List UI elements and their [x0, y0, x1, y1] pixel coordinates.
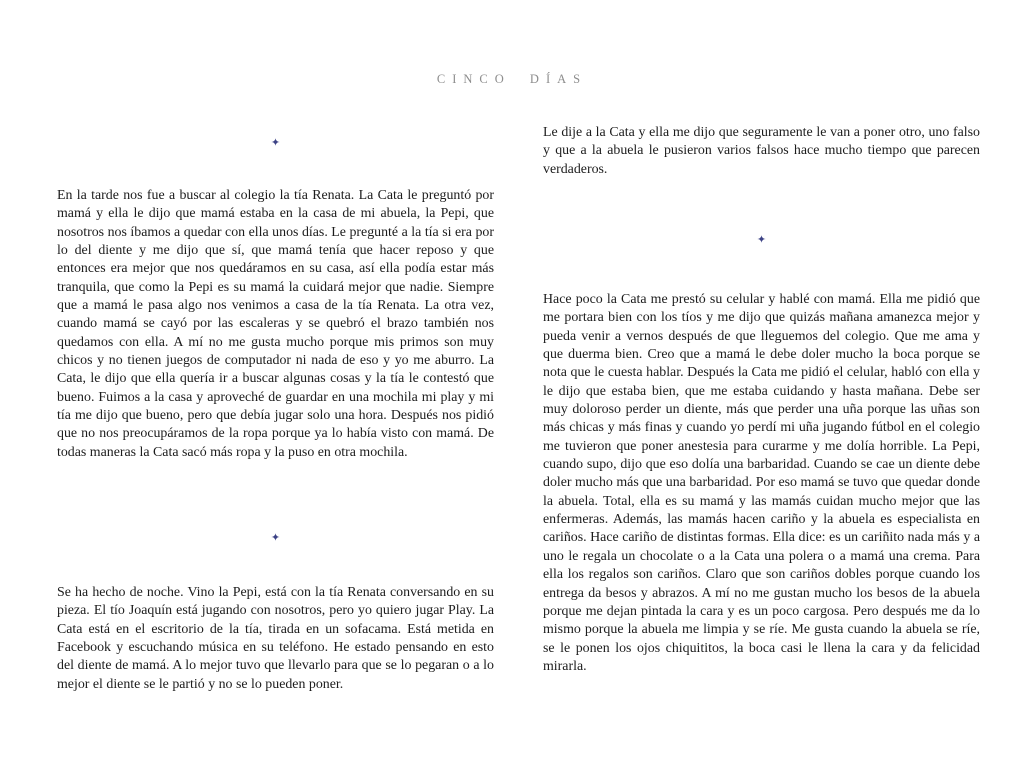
diamond-separator-icon: ✦ [270, 532, 281, 544]
paragraph: Le dije a la Cata y ella me dijo que seguramente le van a poner otro, uno falso y que a la abuela le pusieron varios falsos hace mucho tiempo que parecen verdaderos. [543, 125, 980, 177]
paragraph: Hace poco la Cata me prestó su celular y hablé con mamá. Ella me pidió que me portara bien con los tíos y me dijo que quizás mañana amanezca mejor y pueda venir a vernos después de que lleguemos del colegio. Que me ama y que duerma bien. Creo que a mamá le debe doler mucho la boca porque se nota que le cuesta hablar. Después la Cata me pidió el celular, habló con ella y le dijo que estaba bien, que me estaba cuidando y hasta mañana. Debe ser muy doloroso perder un diente, más que perder una uña porque las uñas son más chicas y más finas y cuando yo perdí mi uña jugando fútbol en el colegio me tuvieron que poner anestesia para curarme y me dolía horrible. La Pepi, cuando supo, dijo que eso dolía una barbaridad. Cuando se cae un diente debe doler mucho más que una barbaridad. Por eso mamá se tuvo que quedar donde la abuela. Total, ella es su mamá y las mamás cuidan mucho mejor que las enfermeras. Además, las mamás hacen cariño y la abuela es especialista en cariños. Hace cariño de distintas formas. Ella dice: es un cariñito nada más y a uno le regala un chocolate o a la Cata una polera o a mamá una crema. Para ella los regalos son cariños. Claro que son cariños dobles porque cuando los entrega da besos y abrazos. A mí no me gustan mucho los besos de la abuela porque me dejan pintada la cara y es un poco cargosa. Pero después me da lo mismo porque la abuela me limpia y se ríe. Me gusta cuando la abuela se ríe, se le ponen los ojos chiquititos, la boca casi le llena la cara y da felicidad mirarla. [543, 292, 980, 674]
diamond-separator-icon: ✦ [756, 234, 767, 246]
paragraph: En la tarde nos fue a buscar al colegio la tía Renata. La Cata le preguntó por mamá y ella le dijo que mamá estaba en la casa de mi abuela, la Pepi, que nosotros nos íbamos a quedar con ella unos días. Le pregunté a la tía si era por lo del diente y me dijo que sí, que mamá tenía que hacer reposo y que entonces era mejor que nos quedáramos en su casa, así ella podía estar más tranquila, que como la Pepi es su mamá la cuidará mejor que nadie. Siempre que a mamá le pasa algo nos venimos a casa de la tía Renata. La otra vez, cuando mamá se cayó por las escaleras y se quebró el brazo también nos quedamos con ella. A mí no me gusta mucho porque mis primos son muy chicos y no tienen juegos de computador ni nada de eso y yo me aburro. La Cata, le dijo que ella quería ir a buscar algunas cosas y la tía le contestó que bueno. Fuimos a la casa y aproveché de guardar en una mochila mi play y mi tía me dijo que bueno, pero que debía jugar solo una hora. Después nos pidió que no nos preocupáramos de la ropa porque ya lo había visto con mamá. De todas maneras la Cata sacó más ropa y la puso en otra mochila. [57, 188, 494, 460]
paragraph: Se ha hecho de noche. Vino la Pepi, está con la tía Renata conversando en su pieza. El tío Joaquín está jugando con nosotros, pero yo quiero jugar Play. La Cata está en el escritorio de la tía, tirada en un sofacama. Está metida en Facebook y escuchando música en su teléfono. He estado pensando en esto del diente de mamá. A lo mejor tuvo que llevarlo para que se lo pegaran o a lo mejor el diente se le partió y no se lo pueden poner. [57, 585, 494, 692]
diamond-separator-icon: ✦ [270, 137, 281, 149]
page-title: CINCO DÍAS [436, 72, 588, 86]
text-column-right [543, 0, 980, 768]
text-column-left [57, 0, 494, 768]
